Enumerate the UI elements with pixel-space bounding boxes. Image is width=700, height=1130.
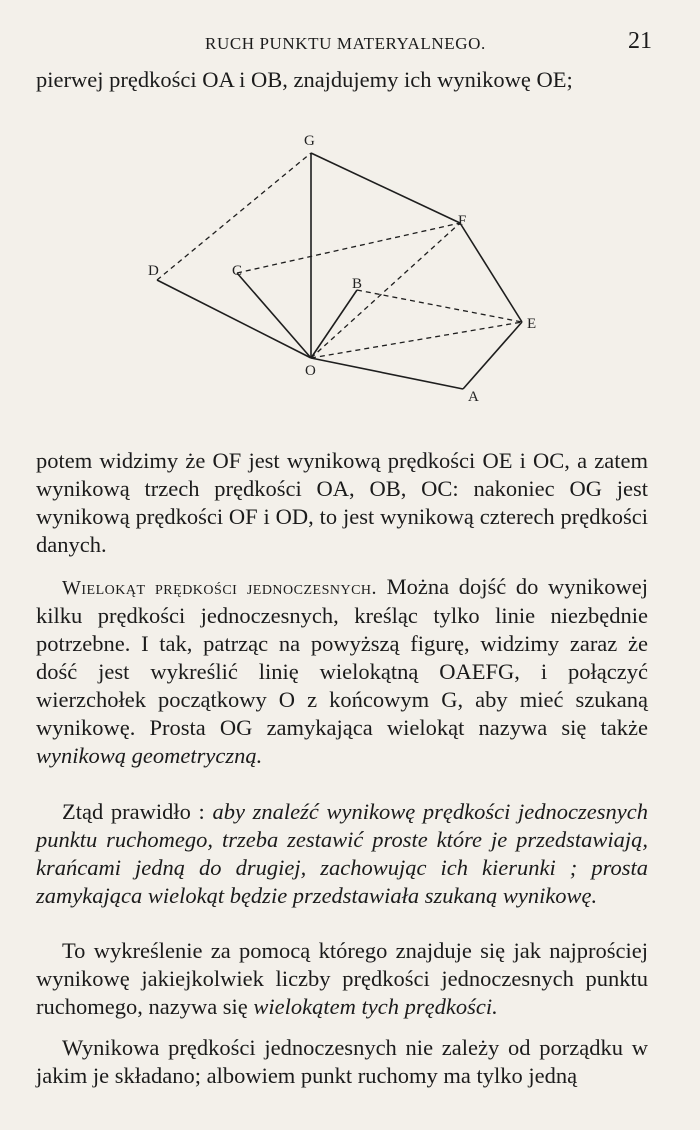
page-header	[0, 28, 700, 58]
resultant-text: potem widzimy że OF jest wynikową prędkości OE i OC, a zatem wynikową trzech prędkości OA, OB, OC: nakoniec OG jest wynikową prędkości OF i OD, to jest wynikową czterech prędkości danych.	[36, 448, 648, 557]
rule-lead: Ztąd prawidło :	[62, 799, 213, 824]
velocity-polygon-diagram	[0, 125, 700, 445]
paragraph-construction	[36, 937, 648, 1021]
label-E: E	[527, 316, 537, 332]
polygon-paragraph	[36, 573, 648, 770]
construction-paragraph	[36, 937, 648, 1021]
segment-EF	[460, 223, 522, 322]
segment-OD	[157, 280, 311, 358]
paragraph-rule	[36, 798, 648, 910]
polygon-body: Można dojść do wynikowej kilku prędkości jednoczesnych, kreśląc tylko linie niezbędnie potrzebne. I tak, patrząc na powyższą figurę, widzimy zaraz że dość jest wykreślić linię wielokątną OAEFG, i połączyć wierzchołek początkowy O z końcowym G, aby mieć szukaną wynikowę. Prosta OG zamykająca wielokąt nazywa się także	[36, 574, 648, 740]
segment-OA	[311, 358, 463, 389]
rule-text: aby znaleźć wynikowę prędkości jednoczesnych punktu ruchomego, trzeba zestawić proste które je przedstawiają, krańcami jedną do drugiej, zachowując ich kierunki ; prosta zamykająca wielokąt będzie przedstawiała szukaną wynikowę.	[36, 799, 648, 908]
construction-body: To wykreślenie za pomocą którego znajduje się jak najprościej wynikowę jakiejkolwiek liczby prędkości jednoczesnych punktu ruchomego, nazywa się	[36, 938, 648, 1019]
dashed-OF	[311, 223, 460, 358]
polygon-term: wynikową geometryczną.	[36, 743, 263, 768]
page-number: 21	[628, 28, 652, 54]
dashed-DG	[157, 153, 311, 280]
label-C: C	[232, 263, 243, 279]
paragraph-polygon	[36, 573, 648, 770]
intro-line: pierwej prędkości OA i OB, znajdujemy ich wynikowę OE;	[36, 67, 573, 92]
paragraph-resultant	[36, 447, 648, 559]
paragraph-order	[36, 1034, 648, 1090]
running-title: RUCH PUNKTU MATERYALNEGO.	[205, 34, 486, 53]
order-paragraph: Wynikowa prędkości jednoczesnych nie zależy od porządku w jakim je składano; albowiem punkt ruchomy ma tylko jedną	[36, 1035, 648, 1088]
dashed-OE	[311, 322, 522, 358]
rule-paragraph	[36, 798, 648, 910]
dashed-BE	[357, 290, 522, 322]
label-F: F	[458, 213, 467, 229]
label-D: D	[148, 263, 159, 279]
paragraph-intro	[36, 66, 648, 94]
segment-FG	[311, 153, 460, 223]
segment-OC	[237, 273, 311, 358]
segment-AE	[463, 322, 522, 389]
label-G: G	[304, 133, 315, 149]
section-heading: Wielokąt prędkości jednoczesnych.	[62, 577, 378, 599]
label-B: B	[352, 276, 363, 292]
construction-term: wielokątem tych prędkości.	[253, 994, 498, 1019]
label-O: O	[305, 363, 316, 379]
dashed-CF	[237, 223, 460, 273]
segment-OB	[311, 290, 357, 358]
label-A: A	[468, 389, 479, 405]
